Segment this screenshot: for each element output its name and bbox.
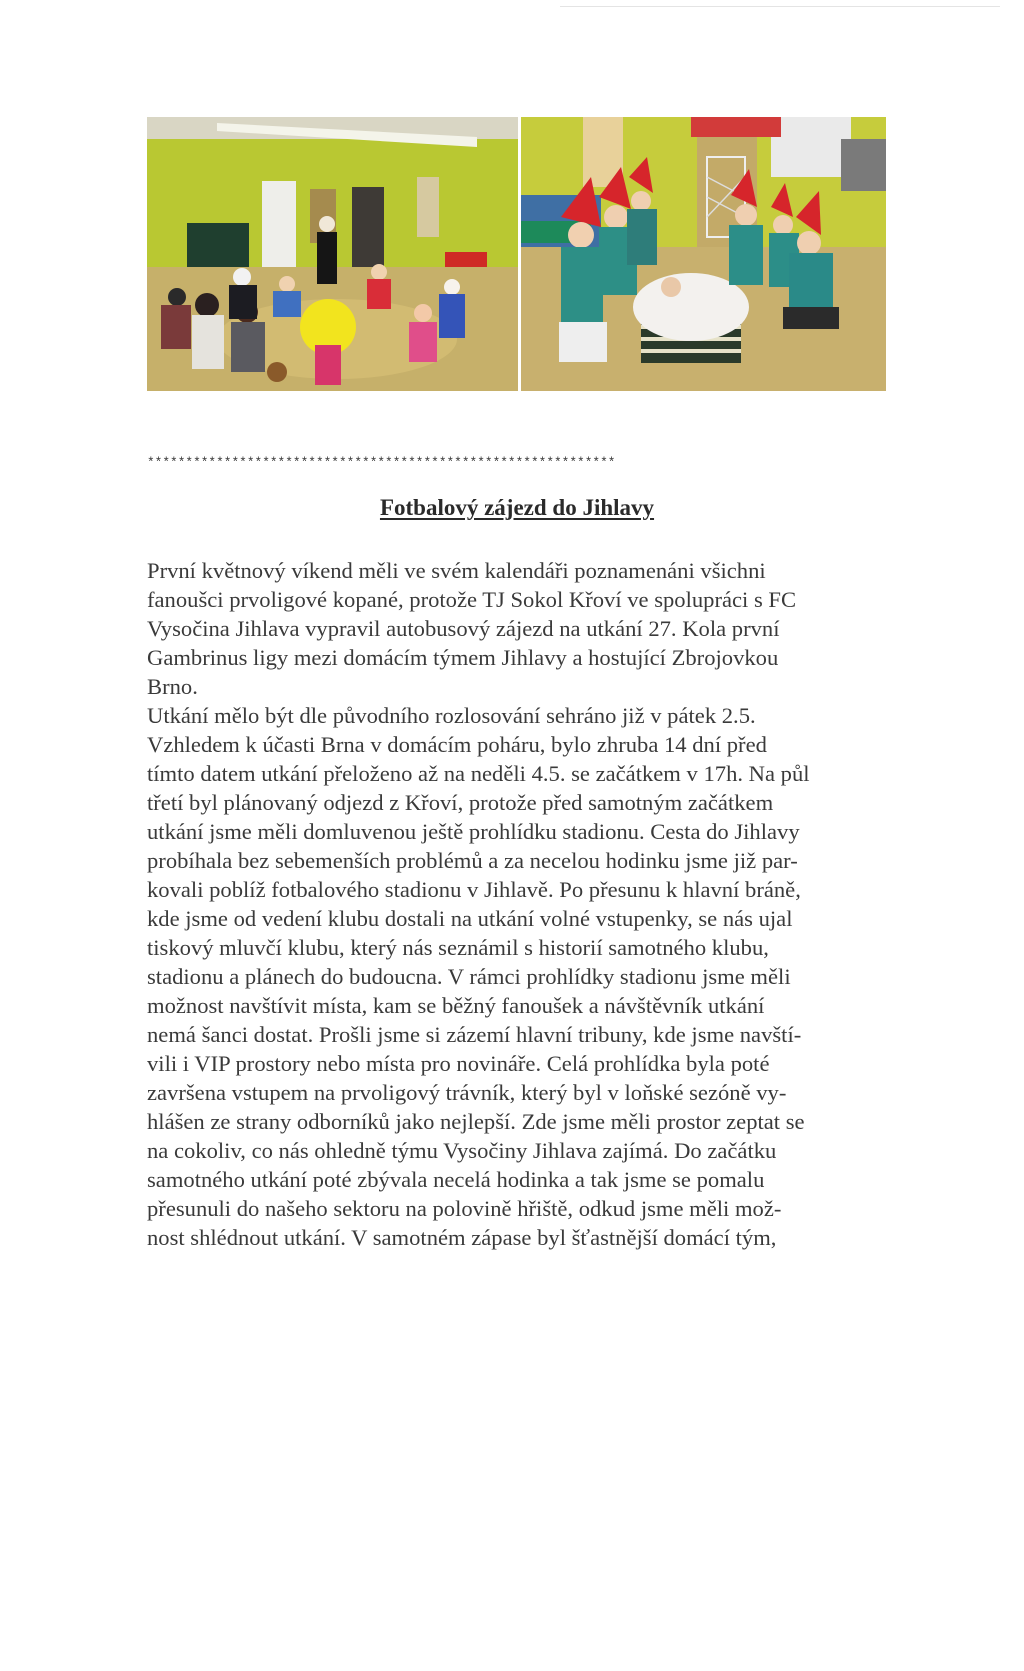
photo-children-in-gym [147, 117, 518, 391]
article-title: Fotbalový zájezd do Jihlavy [379, 495, 655, 520]
article-line: Utkání mělo být dle původního rozlosování sehráno již v pátek 2.5. [147, 703, 756, 728]
photo-dwarfs-play [521, 117, 886, 391]
article-line: možnost navštívit místa, kam se běžný fanoušek a návštěvník utkání [147, 993, 765, 1018]
article-line: Gambrinus ligy mezi domácím týmem Jihlavy a hostující Zbrojovkou [147, 645, 779, 670]
scan-edge-line [560, 6, 1000, 7]
article-line: Brno. [147, 674, 198, 699]
article-line: tiskový mluvčí klubu, který nás seznámil s historií samotného klubu, [147, 935, 769, 960]
article-line: hlášen ze strany odborníků jako nejlepší. Zde jsme měli prostor zeptat se [147, 1109, 805, 1134]
article-line: kde jsme od vedení klubu dostali na utkání volné vstupenky, se nás ujal [147, 906, 793, 931]
article-line: Vysočina Jihlava vypravil autobusový zájezd na utkání 27. Kola první [147, 616, 780, 641]
article-line: na cokoliv, co nás ohledně týmu Vysočiny Jihlava zajímá. Do začátku [147, 1138, 777, 1163]
article-line: završena vstupem na prvoligový trávník, který byl v loňské sezóně vy- [147, 1080, 787, 1105]
article-line: třetí byl plánovaný odjezd z Křoví, protože před samotným začátkem [147, 790, 774, 815]
article-line: vili i VIP prostory nebo místa pro novináře. Celá prohlídka byla poté [147, 1051, 770, 1076]
article-line: samotného utkání poté zbývala necelá hodinka a tak jsme se pomalu [147, 1167, 765, 1192]
article-line: Vzhledem k účasti Brna v domácím poháru, bylo zhruba 14 dní před [147, 732, 767, 757]
article-line: stadionu a plánech do budoucna. V rámci prohlídky stadionu jsme měli [147, 964, 791, 989]
article-line: nemá šanci dostat. Prošli jsme si zázemí hlavní tribuny, kde jsme navští- [147, 1022, 802, 1047]
article-line: probíhala bez sebemenších problémů a za necelou hodinku jsme již par- [147, 848, 798, 873]
article-line: nost shlédnout utkání. V samotném zápase byl šťastnější domácí tým, [147, 1225, 777, 1250]
article-line: kovali poblíž fotbalového stadionu v Jihlavě. Po přesunu k hlavní bráně, [147, 877, 801, 902]
article-line: První květnový víkend měli ve svém kalendáři poznamenáni všichni [147, 558, 766, 583]
separator-stars: ************************************************************* [147, 455, 616, 470]
article-line: tímto datem utkání přeloženo až na neděli 4.5. se začátkem v 17h. Na půl [147, 761, 810, 786]
article-line: přesunuli do našeho sektoru na polovině hřiště, odkud jsme měli mož- [147, 1196, 782, 1221]
article-body [147, 556, 907, 1252]
photo-strip [147, 117, 886, 391]
article-line: fanoušci prvoligové kopané, protože TJ Sokol Křoví ve spolupráci s FC [147, 587, 797, 612]
article-line: utkání jsme měli domluvenou ještě prohlídku stadionu. Cesta do Jihlavy [147, 819, 800, 844]
